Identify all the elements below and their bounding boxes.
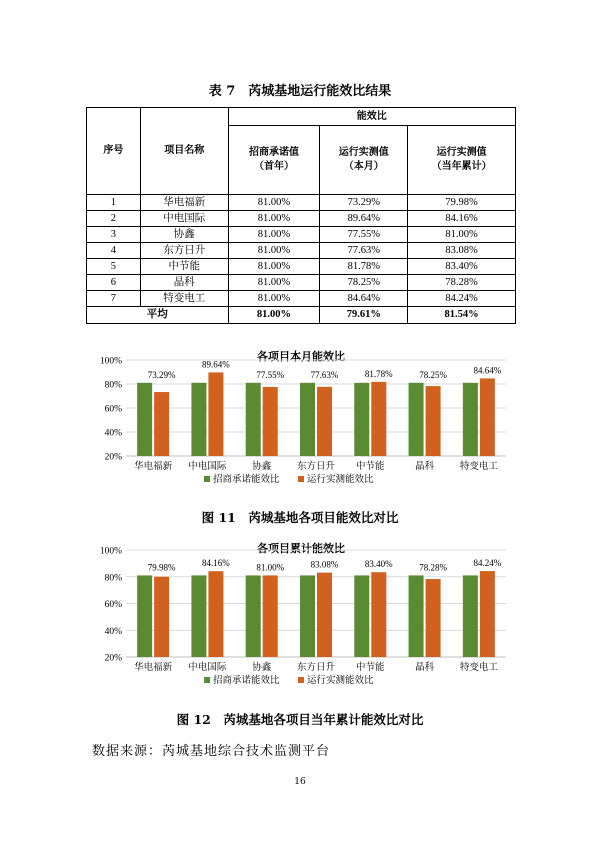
cell-c1: 81.00% [228,195,320,211]
cell-c1: 81.00% [228,291,320,307]
figure-12-caption: 图 12 芮城基地各项目当年累计能效比对比 [176,712,424,727]
cell-seq: 3 [87,227,141,243]
bar-actual [208,372,223,456]
cell-c3: 84.24% [408,291,516,307]
data-label: 84.64% [473,365,502,376]
header-group: 能效比 [228,108,515,126]
y-tick-label: 100% [99,356,122,367]
x-tick-label: 中节能 [356,462,385,472]
legend-swatch-actual [298,677,304,683]
cell-c2: 89.64% [320,211,408,227]
bar-commit [137,383,152,456]
bar-actual [317,573,332,657]
cell-seq: 1 [87,195,141,211]
x-tick-label: 协鑫 [252,663,272,673]
header-col2: 运行实测值 （本月） [320,126,408,195]
data-label: 79.98% [147,562,176,573]
y-tick-label: 100% [99,546,122,557]
y-tick-label: 20% [104,653,122,664]
table-row [87,291,516,307]
data-label: 83.40% [364,559,393,570]
data-label: 73.29% [147,369,176,380]
bar-commit [246,383,261,456]
bar-commit [354,383,369,456]
legend-label-actual: 运行实测能效比 [307,475,374,485]
y-tick-label: 40% [104,428,122,439]
bar-commit [191,575,206,657]
bar-actual [263,387,278,456]
data-label: 78.28% [419,562,447,573]
cell-c3: 83.08% [408,243,516,259]
x-tick-label: 特变电工 [459,663,498,673]
legend-label-commit: 招商承诺能效比 [213,676,280,686]
header-name: 项目名称 [140,108,228,195]
x-tick-label: 晶科 [415,462,435,472]
cell-seq: 5 [87,259,141,275]
cell-name: 协鑫 [140,227,228,243]
bar-commit [246,575,261,657]
bar-commit [409,575,424,657]
cell-seq: 6 [87,275,141,291]
bar-commit [354,575,369,657]
table-row [87,243,516,259]
y-tick-label: 60% [104,404,122,415]
table-row [87,195,516,211]
data-label: 77.55% [256,369,285,380]
header-seq: 序号 [87,108,141,195]
bar-commit [137,575,152,657]
cell-name: 东方日升 [140,243,228,259]
cell-c3: 78.28% [408,275,516,291]
bar-actual [426,579,441,657]
chart-cumulative [86,545,516,693]
data-source: 数据来源：芮城基地综合技术监测平台 [92,744,331,759]
data-label: 77.63% [310,369,339,380]
data-label: 78.25% [419,369,447,380]
cell-name: 中节能 [140,259,228,275]
bar-commit [300,575,315,657]
cell-c2: 84.64% [320,291,408,307]
avg-label: 平均 [87,307,229,324]
cell-c2: 78.25% [320,275,408,291]
chart-monthly [86,355,516,490]
data-label: 81.78% [364,368,393,379]
avg-c2: 79.61% [320,307,408,324]
legend-label-commit: 招商承诺能效比 [213,475,280,485]
x-tick-label: 华电福新 [134,663,173,673]
bar-actual [480,378,495,456]
results-table [86,107,516,324]
y-tick-label: 20% [104,452,122,463]
cell-name: 中电国际 [140,211,228,227]
cell-c2: 77.63% [320,243,408,259]
bar-actual [263,575,278,657]
data-label: 84.24% [473,558,502,569]
avg-c3: 81.54% [408,307,516,324]
data-label: 89.64% [202,359,230,370]
cell-name: 特变电工 [140,291,228,307]
cell-c1: 81.00% [228,211,320,227]
data-label: 81.00% [256,562,285,573]
page-number: 16 [294,777,306,787]
x-tick-label: 协鑫 [252,462,272,472]
x-tick-label: 中节能 [356,663,385,673]
figure-11-caption: 图 11 芮城基地各项目能效比对比 [201,510,399,525]
table-row [87,227,516,243]
cell-c2: 77.55% [320,227,408,243]
x-tick-label: 特变电工 [459,462,498,472]
legend-swatch-commit [204,677,210,683]
bar-actual [317,387,332,456]
y-tick-label: 80% [104,573,122,584]
cell-c3: 81.00% [408,227,516,243]
cell-seq: 7 [87,291,141,307]
legend-label-actual: 运行实测能效比 [307,676,374,686]
legend-swatch-actual [298,476,304,482]
chart1-title: 各项目本月能效比 [257,350,345,363]
cell-c3: 83.40% [408,259,516,275]
cell-name: 华电福新 [140,195,228,211]
bar-actual [208,571,223,657]
bar-commit [409,383,424,456]
x-tick-label: 中电国际 [188,462,227,472]
x-tick-label: 东方日升 [296,663,336,673]
bar-actual [154,577,169,657]
bar-actual [480,571,495,657]
bar-actual [154,392,169,456]
cell-c2: 81.78% [320,259,408,275]
y-tick-label: 80% [104,380,122,391]
bar-commit [463,383,478,456]
table-row [87,211,516,227]
header-col1: 招商承诺值 （首年） [228,126,320,195]
header-col3: 运行实测值 （当年累计） [408,126,516,195]
legend-swatch-commit [204,476,210,482]
x-tick-label: 华电福新 [134,462,173,472]
x-tick-label: 东方日升 [296,462,336,472]
cell-c1: 81.00% [228,243,320,259]
chart2-title: 各项目累计能效比 [257,542,345,555]
bar-commit [300,383,315,456]
cell-c1: 81.00% [228,227,320,243]
cell-c3: 84.16% [408,211,516,227]
table-row [87,275,516,291]
cell-c2: 73.29% [320,195,408,211]
data-label: 84.16% [202,558,230,569]
y-tick-label: 60% [104,600,122,610]
cell-name: 晶科 [140,275,228,291]
x-tick-label: 晶科 [415,663,435,673]
cell-c3: 79.98% [408,195,516,211]
bar-actual [371,382,386,456]
x-tick-label: 中电国际 [188,663,227,673]
cell-c1: 81.00% [228,275,320,291]
avg-c1: 81.00% [228,307,320,324]
bar-actual [371,572,386,657]
table-row [87,259,516,275]
bar-commit [191,383,206,456]
bar-actual [426,386,441,456]
y-tick-label: 40% [104,626,122,637]
cell-c1: 81.00% [228,259,320,275]
cell-seq: 4 [87,243,141,259]
data-label: 83.08% [310,559,339,570]
bar-commit [463,575,478,657]
table-title: 表 7 芮城基地运行能效比结果 [208,84,392,99]
cell-seq: 2 [87,211,141,227]
